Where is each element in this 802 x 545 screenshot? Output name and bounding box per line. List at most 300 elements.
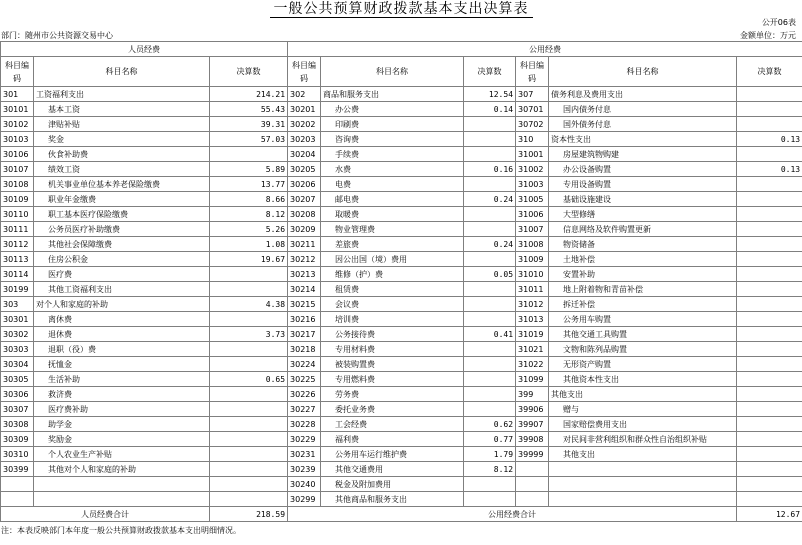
item-amount (464, 342, 516, 357)
item-code: 31007 (516, 222, 549, 237)
item-code: 39999 (516, 447, 549, 462)
item-name (34, 492, 210, 507)
item-code: 301 (1, 87, 34, 102)
item-amount: 0.24 (464, 192, 516, 207)
item-name: 水费 (321, 162, 464, 177)
item-amount (210, 447, 288, 462)
report-title: 一般公共预算财政拨款基本支出决算表 (0, 0, 802, 18)
item-name: 电费 (321, 177, 464, 192)
item-amount: 8.12 (464, 462, 516, 477)
item-name: 助学金 (34, 417, 210, 432)
item-code: 30240 (288, 477, 321, 492)
item-name: 其他商品和服务支出 (321, 492, 464, 507)
item-amount: 0.05 (464, 267, 516, 282)
item-name: 税金及附加费用 (321, 477, 464, 492)
item-amount: 0.65 (210, 372, 288, 387)
table-row (1, 177, 802, 192)
item-name: 基础设施建设 (549, 192, 737, 207)
item-code: 302 (288, 87, 321, 102)
item-name: 被装购置费 (321, 357, 464, 372)
item-name: 离休费 (34, 312, 210, 327)
item-name: 安置补助 (549, 267, 737, 282)
item-code: 30702 (516, 117, 549, 132)
table-row (1, 372, 802, 387)
item-name: 专用燃料费 (321, 372, 464, 387)
item-code: 30224 (288, 357, 321, 372)
item-code: 30225 (288, 372, 321, 387)
table-code: 公开06表 (761, 18, 796, 27)
item-amount: 1.79 (464, 447, 516, 462)
table-row (1, 417, 802, 432)
item-amount (210, 462, 288, 477)
item-amount (737, 417, 802, 432)
item-amount (737, 327, 802, 342)
item-code: 31013 (516, 312, 549, 327)
table-row (1, 297, 802, 312)
item-code: 30209 (288, 222, 321, 237)
item-amount: 39.31 (210, 117, 288, 132)
item-amount (737, 192, 802, 207)
table-row (1, 312, 802, 327)
table-row (1, 147, 802, 162)
col-code-2: 科目编码 (288, 57, 321, 87)
item-amount (464, 222, 516, 237)
item-code: 30102 (1, 117, 34, 132)
table-row (1, 387, 802, 402)
item-name: 奖金 (34, 132, 210, 147)
item-amount (210, 477, 288, 492)
item-amount (737, 402, 802, 417)
item-code: 31019 (516, 327, 549, 342)
item-amount (737, 267, 802, 282)
item-code (1, 477, 34, 492)
item-name: 救济费 (34, 387, 210, 402)
section-personnel: 人员经费 (1, 42, 288, 57)
item-name: 委托业务费 (321, 402, 464, 417)
item-code: 30309 (1, 432, 34, 447)
item-code: 307 (516, 87, 549, 102)
item-code: 303 (1, 297, 34, 312)
item-code: 31006 (516, 207, 549, 222)
item-name: 商品和服务支出 (321, 87, 464, 102)
item-code: 30211 (288, 237, 321, 252)
item-amount (464, 372, 516, 387)
item-name: 资本性支出 (549, 132, 737, 147)
table-row (1, 432, 802, 447)
item-code: 30203 (288, 132, 321, 147)
item-amount (210, 342, 288, 357)
item-code: 30310 (1, 447, 34, 462)
table-row (1, 162, 802, 177)
item-name: 工会经费 (321, 417, 464, 432)
item-code: 30305 (1, 372, 34, 387)
item-code: 30110 (1, 207, 34, 222)
item-amount (210, 312, 288, 327)
item-code: 310 (516, 132, 549, 147)
item-amount (737, 342, 802, 357)
item-name: 住房公积金 (34, 252, 210, 267)
item-name: 其他支出 (549, 447, 737, 462)
item-code: 30103 (1, 132, 34, 147)
item-amount (210, 432, 288, 447)
table-row (1, 462, 802, 477)
item-amount: 57.03 (210, 132, 288, 147)
item-name: 印刷费 (321, 117, 464, 132)
item-code: 30308 (1, 417, 34, 432)
item-code: 30111 (1, 222, 34, 237)
item-amount (737, 87, 802, 102)
item-code: 30218 (288, 342, 321, 357)
item-amount (464, 492, 516, 507)
item-name: 其他对个人和家庭的补助 (34, 462, 210, 477)
table-row (1, 327, 802, 342)
col-amount-2: 决算数 (464, 57, 516, 87)
item-code (516, 462, 549, 477)
item-amount (737, 477, 802, 492)
item-name: 医疗费补助 (34, 402, 210, 417)
item-code: 31001 (516, 147, 549, 162)
item-amount: 1.08 (210, 237, 288, 252)
item-name: 国外债务付息 (549, 117, 737, 132)
item-name: 个人农业生产补贴 (34, 447, 210, 462)
item-code: 30228 (288, 417, 321, 432)
item-code: 30239 (288, 462, 321, 477)
item-name: 对民间非营利组织和群众性自治组织补贴 (549, 432, 737, 447)
item-name: 伙食补助费 (34, 147, 210, 162)
item-code: 30306 (1, 387, 34, 402)
item-name: 公务用车运行维护费 (321, 447, 464, 462)
item-amount (737, 312, 802, 327)
item-amount: 0.16 (464, 162, 516, 177)
item-code: 31099 (516, 372, 549, 387)
item-code: 31002 (516, 162, 549, 177)
item-amount (210, 282, 288, 297)
item-name: 职业年金缴费 (34, 192, 210, 207)
item-amount: 5.26 (210, 222, 288, 237)
table-row (1, 252, 802, 267)
item-code: 30199 (1, 282, 34, 297)
item-name: 信息网络及软件购置更新 (549, 222, 737, 237)
item-amount (464, 147, 516, 162)
item-amount (737, 387, 802, 402)
totals-row (1, 507, 802, 522)
item-name: 专用设备购置 (549, 177, 737, 192)
item-code: 30301 (1, 312, 34, 327)
item-amount (737, 462, 802, 477)
item-code: 30303 (1, 342, 34, 357)
table-row (1, 282, 802, 297)
table-row (1, 87, 802, 102)
item-name: 办公设备购置 (549, 162, 737, 177)
item-name: 职工基本医疗保险缴费 (34, 207, 210, 222)
item-code: 30204 (288, 147, 321, 162)
item-amount: 55.43 (210, 102, 288, 117)
item-name: 邮电费 (321, 192, 464, 207)
item-amount: 13.77 (210, 177, 288, 192)
item-name: 手续费 (321, 147, 464, 162)
item-name: 无形资产购置 (549, 357, 737, 372)
item-amount: 0.13 (737, 132, 802, 147)
col-name-1: 科目名称 (34, 57, 210, 87)
item-amount (464, 477, 516, 492)
item-amount (737, 297, 802, 312)
item-code (516, 492, 549, 507)
item-name: 债务利息及费用支出 (549, 87, 737, 102)
section-public: 公用经费 (288, 42, 802, 57)
item-name: 公务接待费 (321, 327, 464, 342)
item-code: 30216 (288, 312, 321, 327)
item-code: 31008 (516, 237, 549, 252)
item-code: 39907 (516, 417, 549, 432)
item-name: 奖励金 (34, 432, 210, 447)
item-name: 医疗费 (34, 267, 210, 282)
item-name: 培训费 (321, 312, 464, 327)
item-name: 对个人和家庭的补助 (34, 297, 210, 312)
item-amount (210, 402, 288, 417)
item-name (549, 477, 737, 492)
item-name: 生活补助 (34, 372, 210, 387)
item-code: 30212 (288, 252, 321, 267)
col-code-1: 科目编码 (1, 57, 34, 87)
item-code: 30107 (1, 162, 34, 177)
table-row (1, 117, 802, 132)
item-code: 30113 (1, 252, 34, 267)
item-name: 专用材料费 (321, 342, 464, 357)
item-amount (737, 177, 802, 192)
item-name: 公务员医疗补助缴费 (34, 222, 210, 237)
col-name-3: 科目名称 (549, 57, 737, 87)
item-name: 其他交通费用 (321, 462, 464, 477)
table-row (1, 357, 802, 372)
item-name: 抚恤金 (34, 357, 210, 372)
item-name: 赠与 (549, 402, 737, 417)
col-name-2: 科目名称 (321, 57, 464, 87)
item-amount (464, 402, 516, 417)
item-amount (210, 147, 288, 162)
item-code: 30112 (1, 237, 34, 252)
item-amount (210, 357, 288, 372)
item-name: 福利费 (321, 432, 464, 447)
table-row (1, 447, 802, 462)
item-amount (737, 147, 802, 162)
item-code: 30207 (288, 192, 321, 207)
item-code: 30108 (1, 177, 34, 192)
item-code: 30399 (1, 462, 34, 477)
item-name: 文物和陈列品购置 (549, 342, 737, 357)
item-amount (210, 387, 288, 402)
item-name: 退休费 (34, 327, 210, 342)
item-amount (464, 282, 516, 297)
item-code: 31021 (516, 342, 549, 357)
table-row (1, 192, 802, 207)
item-code: 30304 (1, 357, 34, 372)
item-amount: 8.12 (210, 207, 288, 222)
item-name: 差旅费 (321, 237, 464, 252)
item-code: 30217 (288, 327, 321, 342)
item-name: 因公出国（境）费用 (321, 252, 464, 267)
item-code: 30231 (288, 447, 321, 462)
item-code: 30201 (288, 102, 321, 117)
col-code-3: 科目编码 (516, 57, 549, 87)
item-name: 土地补偿 (549, 252, 737, 267)
item-amount (737, 282, 802, 297)
item-name: 大型修缮 (549, 207, 737, 222)
item-name: 取暖费 (321, 207, 464, 222)
item-code: 30302 (1, 327, 34, 342)
item-amount (464, 252, 516, 267)
item-name: 拆迁补偿 (549, 297, 737, 312)
item-name: 国内债务付息 (549, 102, 737, 117)
unit-label: 金额单位：万元 (740, 31, 796, 40)
department-label: 部门：随州市公共资源交易中心 (1, 31, 113, 40)
table-row (1, 267, 802, 282)
item-amount: 0.13 (737, 162, 802, 177)
item-code: 30109 (1, 192, 34, 207)
item-name: 其他支出 (549, 387, 737, 402)
item-amount: 0.14 (464, 102, 516, 117)
item-name: 物资储备 (549, 237, 737, 252)
table-row (1, 102, 802, 117)
table-row (1, 237, 802, 252)
item-name: 维修（护）费 (321, 267, 464, 282)
item-name (549, 462, 737, 477)
item-amount (737, 117, 802, 132)
item-name: 租赁费 (321, 282, 464, 297)
item-amount (464, 387, 516, 402)
item-name: 公务用车购置 (549, 312, 737, 327)
item-name: 国家赔偿费用支出 (549, 417, 737, 432)
item-amount: 0.41 (464, 327, 516, 342)
item-amount: 19.67 (210, 252, 288, 267)
item-amount (737, 237, 802, 252)
item-name: 津贴补贴 (34, 117, 210, 132)
item-amount (464, 207, 516, 222)
item-code: 31009 (516, 252, 549, 267)
item-amount (737, 372, 802, 387)
item-name: 其他社会保障缴费 (34, 237, 210, 252)
item-amount: 5.89 (210, 162, 288, 177)
public-total-label: 公用经费合计 (288, 507, 737, 522)
item-amount: 3.73 (210, 327, 288, 342)
item-name: 会议费 (321, 297, 464, 312)
item-amount (737, 102, 802, 117)
item-amount (210, 267, 288, 282)
col-amount-1: 决算数 (210, 57, 288, 87)
table-row (1, 222, 802, 237)
item-code: 30701 (516, 102, 549, 117)
item-amount: 0.62 (464, 417, 516, 432)
item-name (549, 492, 737, 507)
table-row (1, 132, 802, 147)
item-code: 31010 (516, 267, 549, 282)
item-amount (464, 132, 516, 147)
item-code: 30208 (288, 207, 321, 222)
public-total-value: 12.67 (737, 507, 802, 522)
item-name: 机关事业单位基本养老保险缴费 (34, 177, 210, 192)
item-amount (210, 492, 288, 507)
item-name: 房屋建筑物购建 (549, 147, 737, 162)
item-code: 30206 (288, 177, 321, 192)
table-row (1, 207, 802, 222)
item-amount (464, 357, 516, 372)
item-code: 31005 (516, 192, 549, 207)
item-amount (737, 432, 802, 447)
item-code: 30215 (288, 297, 321, 312)
item-code: 30106 (1, 147, 34, 162)
item-name: 工资福利支出 (34, 87, 210, 102)
item-amount: 214.21 (210, 87, 288, 102)
item-name: 咨询费 (321, 132, 464, 147)
personnel-total-value: 218.59 (210, 507, 288, 522)
item-code: 39908 (516, 432, 549, 447)
item-name: 其他交通工具购置 (549, 327, 737, 342)
item-amount: 0.24 (464, 237, 516, 252)
item-code: 399 (516, 387, 549, 402)
item-amount (464, 312, 516, 327)
item-code: 30229 (288, 432, 321, 447)
item-code: 31011 (516, 282, 549, 297)
table-row (1, 477, 802, 492)
item-code: 30213 (288, 267, 321, 282)
item-name: 地上附着物和青苗补偿 (549, 282, 737, 297)
item-amount: 12.54 (464, 87, 516, 102)
col-amount-3: 决算数 (737, 57, 802, 87)
personnel-total-label: 人员经费合计 (1, 507, 210, 522)
item-code: 30114 (1, 267, 34, 282)
item-code: 30226 (288, 387, 321, 402)
expenditure-table (0, 41, 802, 522)
item-amount (737, 357, 802, 372)
item-code: 30299 (288, 492, 321, 507)
item-code (516, 477, 549, 492)
item-amount (737, 447, 802, 462)
item-name: 退职（役）费 (34, 342, 210, 357)
item-code: 31022 (516, 357, 549, 372)
item-code: 31003 (516, 177, 549, 192)
item-name: 办公费 (321, 102, 464, 117)
item-code: 30101 (1, 102, 34, 117)
item-name: 基本工资 (34, 102, 210, 117)
item-amount (737, 222, 802, 237)
item-amount (464, 117, 516, 132)
item-amount (737, 492, 802, 507)
item-code: 31012 (516, 297, 549, 312)
item-code: 30205 (288, 162, 321, 177)
item-name: 劳务费 (321, 387, 464, 402)
table-row (1, 492, 802, 507)
item-amount (464, 177, 516, 192)
item-name: 其他资本性支出 (549, 372, 737, 387)
table-row (1, 402, 802, 417)
item-amount (737, 207, 802, 222)
item-name: 绩效工资 (34, 162, 210, 177)
item-code: 30307 (1, 402, 34, 417)
item-code: 39906 (516, 402, 549, 417)
item-code (1, 492, 34, 507)
item-amount: 8.66 (210, 192, 288, 207)
item-name (34, 477, 210, 492)
item-amount (464, 297, 516, 312)
item-amount: 0.77 (464, 432, 516, 447)
item-code: 30202 (288, 117, 321, 132)
item-amount: 4.38 (210, 297, 288, 312)
item-name: 物业管理费 (321, 222, 464, 237)
item-code: 30214 (288, 282, 321, 297)
item-amount (210, 417, 288, 432)
item-name: 其他工资福利支出 (34, 282, 210, 297)
item-code: 30227 (288, 402, 321, 417)
item-amount (737, 252, 802, 267)
